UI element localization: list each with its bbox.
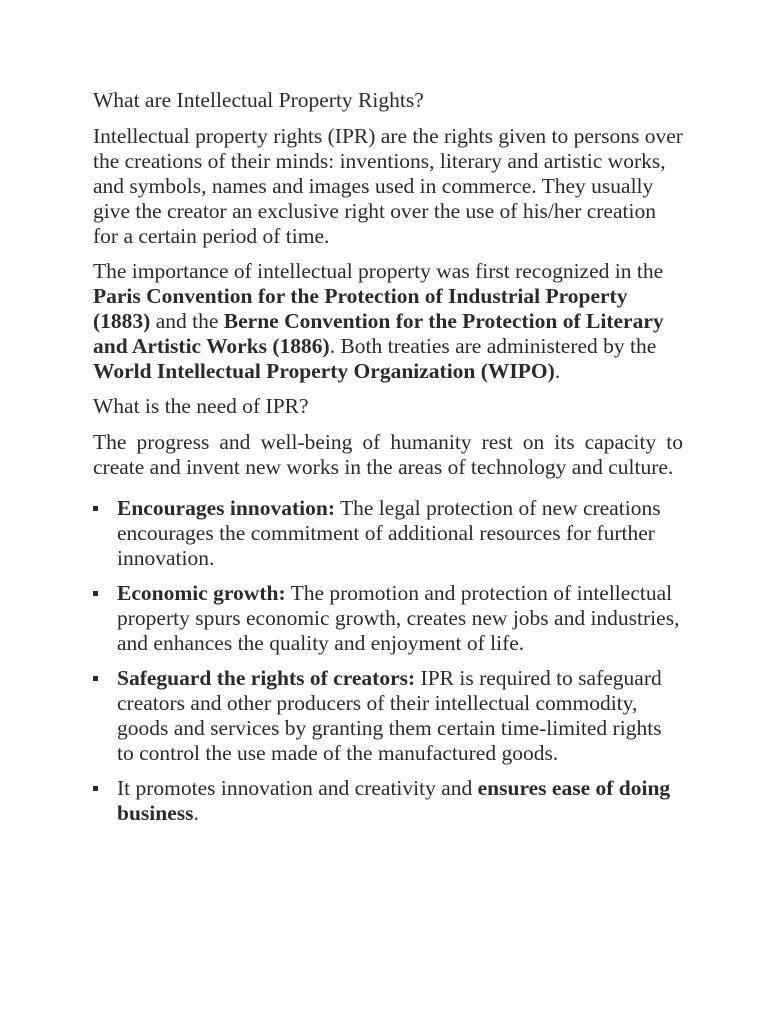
wipo-bold: World Intellectual Property Organization (WIPO) <box>93 359 555 383</box>
bullet-text-end: . <box>193 801 199 825</box>
list-item <box>93 581 683 656</box>
importance-text-2: and the <box>150 309 224 333</box>
bullet-bold-label: ensures ease of doing business <box>117 776 671 825</box>
bullet-square-icon <box>93 786 98 791</box>
bullet-bold-label: Encourages innovation: <box>117 496 336 520</box>
intro-paragraph: Intellectual property rights (IPR) are the rights given to persons over the creations of their minds: inventions, literary and artistic works, and symbols, names and images used in commerce. They usually give the creator an exclusive right over the use of his/her creation for a certain period of time. <box>93 124 683 248</box>
list-item <box>93 496 683 571</box>
bullet-square-icon <box>93 676 98 681</box>
bullet-square-icon <box>93 591 98 596</box>
bullet-text: The promotion and protection of intellectual property spurs economic growth, creates new jobs and industries, and enhances the quality and enjoyment of life. <box>117 581 680 655</box>
list-item <box>93 666 683 766</box>
importance-text-1: The importance of intellectual property was first recognized in the <box>93 259 664 283</box>
berne-convention-bold: Berne Convention for the Protection of Literary and Artistic Works (1886) <box>93 309 664 358</box>
bullet-text: The legal protection of new creations encourages the commitment of additional resources for further innovation. <box>117 496 661 570</box>
paris-convention-bold: Paris Convention for the Protection of Industrial Property (1883) <box>93 284 628 333</box>
bullet-bold-label: Safeguard the rights of creators: <box>117 666 416 690</box>
benefits-list <box>93 496 683 826</box>
page-title: What are Intellectual Property Rights? <box>93 88 424 112</box>
list-item <box>93 776 683 826</box>
need-paragraph: The progress and well-being of humanity rest on its capacity to create and invent new works in the areas of technology and culture. <box>93 430 683 479</box>
bullet-square-icon <box>93 506 98 511</box>
need-heading: What is the need of IPR? <box>93 394 309 418</box>
importance-text-3: . Both treaties are administered by the <box>329 334 657 358</box>
bullet-bold-label: Economic growth: <box>117 581 286 605</box>
importance-text-4: . <box>554 359 561 383</box>
importance-paragraph <box>93 259 683 384</box>
bullet-text: IPR is required to safeguard creators and other producers of their intellectual commodity, goods and services by granting them certain time-limited rights to control the use made of the manufactured goods. <box>117 666 662 765</box>
bullet-text: It promotes innovation and creativity and <box>117 776 478 800</box>
document-page <box>93 88 683 836</box>
